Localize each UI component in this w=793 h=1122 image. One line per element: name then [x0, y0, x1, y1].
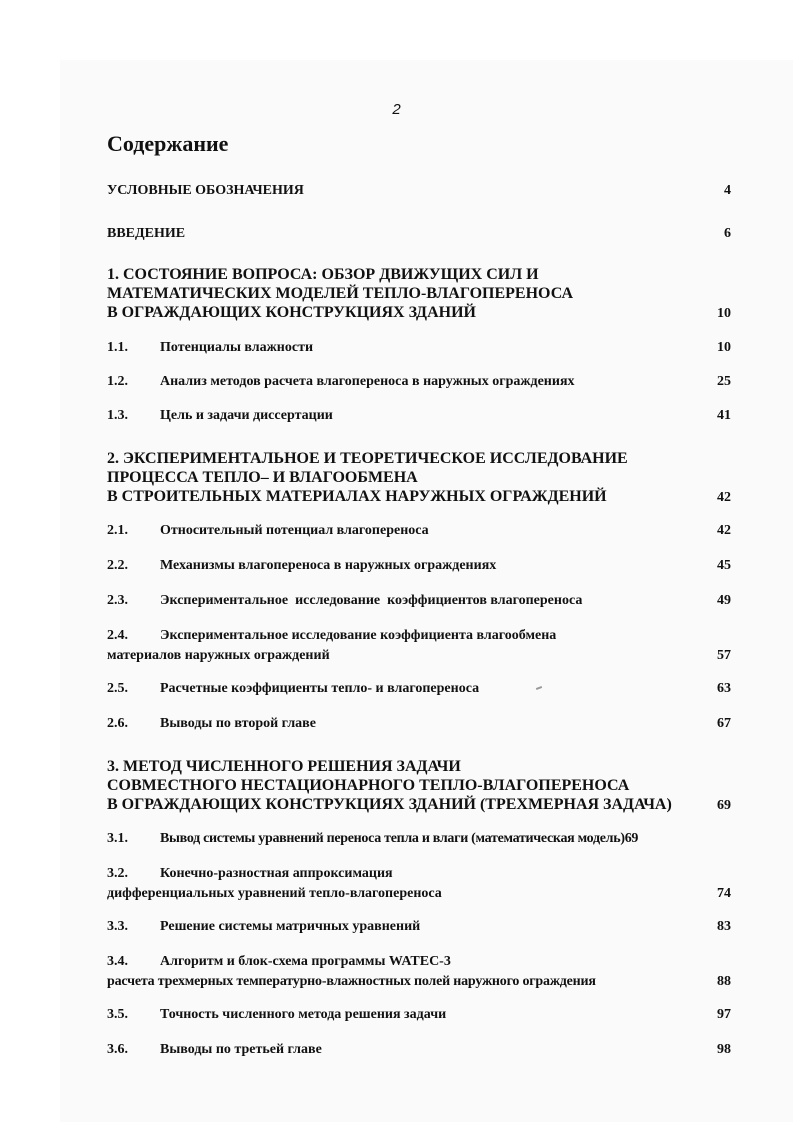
- toc-chapter-3[interactable]: [107, 757, 731, 815]
- toc-section-2-3[interactable]: [107, 591, 731, 611]
- toc-entry-text: Относительный потенциал влагопереноса: [160, 523, 429, 538]
- toc-entry-page: 98: [717, 1042, 731, 1057]
- toc-entry-text: Выводы по третьей главе: [160, 1042, 322, 1057]
- toc-entry-page: 74: [717, 886, 731, 901]
- toc-entry-page: 42: [717, 490, 731, 505]
- toc-section-3-1[interactable]: [107, 829, 735, 849]
- toc-entry-page: 69: [717, 798, 731, 813]
- section-number: 3.1.: [107, 831, 128, 846]
- toc-chapter-2[interactable]: [107, 449, 731, 507]
- toc-entry-conventions[interactable]: [107, 181, 731, 201]
- toc-entry-text: Конечно-разностная аппроксимация: [160, 866, 393, 881]
- page-title: Содержание: [107, 131, 229, 156]
- section-number: 2.5.: [107, 681, 128, 696]
- toc-section-2-1[interactable]: [107, 521, 731, 541]
- section-number: 1.2.: [107, 374, 128, 389]
- toc-entry-page: 10: [717, 340, 731, 355]
- section-number: 2.4.: [107, 628, 128, 643]
- toc-entry-page: 88: [717, 974, 731, 989]
- section-number: 2.3.: [107, 593, 128, 608]
- toc-section-1-3[interactable]: [107, 406, 731, 426]
- toc-chapter-1[interactable]: [107, 265, 731, 323]
- toc-section-1-2[interactable]: [107, 372, 731, 392]
- toc-entry-page: 45: [717, 558, 731, 573]
- section-number: 3.3.: [107, 919, 128, 934]
- toc-entry-page: 57: [717, 648, 731, 663]
- toc-entry-page: 67: [717, 716, 731, 731]
- toc-entry-page: 6: [724, 226, 731, 241]
- toc-entry-page: 41: [717, 408, 731, 423]
- toc-section-3-4[interactable]: [107, 952, 731, 992]
- toc-entry-text: Цель и задачи диссертации: [160, 408, 333, 423]
- toc-entry-text: Расчетные коэффициенты тепло- и влагопереноса: [160, 681, 480, 696]
- page-number: 2: [392, 101, 401, 118]
- section-number: 2.2.: [107, 558, 128, 573]
- chapter-heading-line: 3. МЕТОД ЧИСЛЕННОГО РЕШЕНИЯ ЗАДАЧИ: [107, 758, 461, 775]
- toc-entry-page: 97: [717, 1007, 731, 1022]
- toc-section-3-6[interactable]: [107, 1040, 731, 1060]
- toc-entry-introduction[interactable]: [107, 224, 731, 244]
- toc-entry-text: дифференциальных уравнений тепло-влагопереноса: [107, 886, 442, 901]
- toc-section-2-6[interactable]: [107, 714, 731, 734]
- toc-entry-text: Алгоритм и блок-схема программы WATEC-3: [160, 954, 451, 969]
- toc-entry-text: Точность численного метода решения задачи: [160, 1007, 447, 1022]
- toc-entry-page: 4: [724, 183, 731, 198]
- toc-entry-text: УСЛОВНЫЕ ОБОЗНАЧЕНИЯ: [107, 183, 304, 198]
- toc-entry-page: 49: [717, 593, 731, 608]
- toc-section-2-5[interactable]: [107, 679, 731, 699]
- toc-entry-text: Анализ методов расчета влагопереноса в наружных ограждениях: [160, 374, 575, 389]
- section-number: 3.6.: [107, 1042, 128, 1057]
- toc-entry-page: 25: [717, 374, 731, 389]
- toc-entry-page: 10: [717, 306, 731, 321]
- toc-entry-page: 63: [717, 681, 731, 696]
- chapter-heading-line: 1. СОСТОЯНИЕ ВОПРОСА: ОБЗОР ДВИЖУЩИХ СИЛ И: [107, 266, 539, 283]
- toc-section-2-4[interactable]: [107, 626, 731, 666]
- toc-entry-text: Выводы по второй главе: [160, 716, 316, 731]
- section-number: 2.6.: [107, 716, 128, 731]
- chapter-heading-line: В ОГРАЖДАЮЩИХ КОНСТРУКЦИЯХ ЗДАНИЙ: [107, 304, 476, 321]
- chapter-heading-line: СОВМЕСТНОГО НЕСТАЦИОНАРНОГО ТЕПЛО-ВЛАГОПЕРЕНОСА: [107, 777, 630, 794]
- section-number: 1.1.: [107, 340, 128, 355]
- toc-entry-text: Экспериментальное исследование коэффициента влагообмена: [160, 628, 557, 643]
- toc-entry-text: Экспериментальное исследование коэффициентов влагопереноса: [160, 593, 583, 608]
- toc-entry-text: Вывод системы уравнений переноса тепла и влаги (математическая модель)69: [160, 831, 639, 846]
- toc-section-3-5[interactable]: [107, 1005, 731, 1025]
- toc-section-3-2[interactable]: [107, 864, 731, 904]
- chapter-heading-line: ПРОЦЕССА ТЕПЛО– И ВЛАГООБМЕНА: [107, 469, 418, 486]
- toc-entry-page: 83: [717, 919, 731, 934]
- section-number: 2.1.: [107, 523, 128, 538]
- toc-entry-text: ВВЕДЕНИЕ: [107, 226, 186, 241]
- toc-entry-text: Решение системы матричных уравнений: [160, 919, 421, 934]
- toc-entry-text: Потенциалы влажности: [160, 340, 314, 355]
- chapter-heading-line: 2. ЭКСПЕРИМЕНТАЛЬНОЕ И ТЕОРЕТИЧЕСКОЕ ИССЛЕДОВАНИЕ: [107, 450, 628, 467]
- toc-section-1-1[interactable]: [107, 338, 731, 358]
- section-number: 1.3.: [107, 408, 128, 423]
- chapter-heading-line: В СТРОИТЕЛЬНЫХ МАТЕРИАЛАХ НАРУЖНЫХ ОГРАЖДЕНИЙ: [107, 488, 607, 505]
- toc-entry-text: расчета трехмерных температурно-влажностных полей наружного ограждения: [107, 974, 596, 989]
- toc-entry-page: 42: [717, 523, 731, 538]
- toc-entry-text: материалов наружных ограждений: [107, 648, 330, 663]
- section-number: 3.2.: [107, 866, 128, 881]
- chapter-heading-line: В ОГРАЖДАЮЩИХ КОНСТРУКЦИЯХ ЗДАНИЙ (ТРЕХМЕРНАЯ ЗАДАЧА): [107, 796, 672, 813]
- section-number: 3.5.: [107, 1007, 128, 1022]
- toc-section-2-2[interactable]: [107, 556, 731, 576]
- toc-section-3-3[interactable]: [107, 917, 731, 937]
- toc-entry-text: Механизмы влагопереноса в наружных ограждениях: [160, 558, 497, 573]
- section-number: 3.4.: [107, 954, 128, 969]
- chapter-heading-line: МАТЕМАТИЧЕСКИХ МОДЕЛЕЙ ТЕПЛО-ВЛАГОПЕРЕНОСА: [107, 285, 573, 302]
